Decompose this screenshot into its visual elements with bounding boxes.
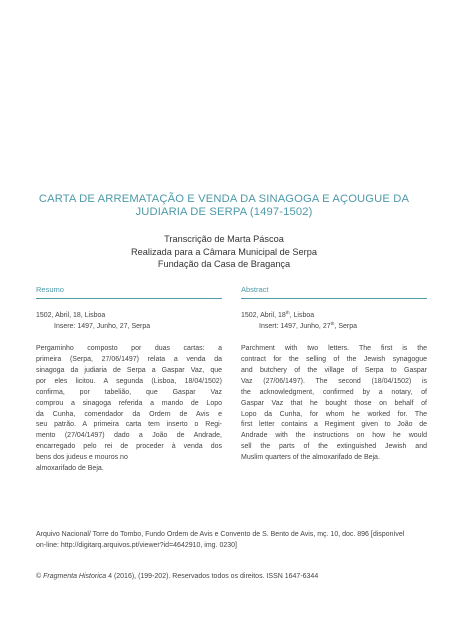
title-line-1: CARTA DE ARREMATAÇÃO E VENDA DA SINAGOGA E AÇOUGUE DA <box>38 193 410 205</box>
resumo-body-line: primeira (Serpa, 27/06/1497) relata a venda da <box>36 356 222 364</box>
abstract-insert-line <box>241 322 427 333</box>
resumo-heading: Resumo <box>36 285 64 294</box>
abstract-meta <box>241 311 427 332</box>
resumo-date-line: 1502, Abril, 18, Lisboa <box>36 312 106 319</box>
abstract-insert-date: Insert: 1497, Junho, 27 <box>259 322 331 330</box>
abstract-body-line: and butchery of the village of Serpa to Gaspar <box>241 366 427 374</box>
transcription-credit: Transcrição de Marta Páscoa <box>164 234 284 244</box>
abstract-body-line: Muslim quarters of the almoxarifado de Beja. <box>241 454 380 462</box>
resumo-body-line: almoxarifado de Beja. <box>36 464 104 472</box>
abstract-body-line: the acknowledgment, confirmed by a notary, of <box>241 388 427 396</box>
journal-name: Fragmenta Historica <box>43 573 107 580</box>
abstract-insert-sup: th <box>330 320 335 326</box>
foundation-credit: Fundação da Casa de Bragança <box>157 259 291 269</box>
commission-credit: Realizada para a Câmara Municipal de Serpa <box>131 246 317 257</box>
abstract-heading: Abstract <box>241 285 269 294</box>
resumo-body-line: Pergaminho composto por duas cartas: a <box>36 345 222 353</box>
resumo-body-line: da Cunha, comendador da Ordem de Avis e <box>36 410 222 418</box>
abstract-rule <box>241 298 427 299</box>
abstract-body-line: Lopo da Cunha, for whom he worked for. The <box>241 410 427 418</box>
abstract-body-line: Gaspar Vaz that he bought those on behalf of <box>241 399 427 407</box>
abstract-date: 1502, Abril, 18 <box>241 312 286 319</box>
resumo-body-line: sinagoga da judiaria de Serpa a Gaspar Vaz, que <box>36 366 222 374</box>
copyright-symbol: © <box>36 573 42 580</box>
resumo-body-line: seu patrão. A primeira carta tem inserto o Regi- <box>36 421 222 429</box>
footer-rest: 4 (2016), (199-202). Reservados todos os direitos. ISSN 1647-6344 <box>106 573 319 580</box>
abstract-body-line: sell the parts of the extinguished Jewish and <box>241 443 427 451</box>
article-title <box>28 193 420 219</box>
title-line-2: JUDIARIA DE SERPA (1497-1502) <box>135 206 313 218</box>
abstract-body-line: first letter contains a Regiment given to João de <box>241 421 427 429</box>
resumo-body-line: bens dos judeus e mouros no <box>36 454 128 462</box>
resumo-column <box>36 285 222 475</box>
resumo-body <box>36 344 222 475</box>
abstract-insert-place: , Serpa <box>334 322 358 330</box>
byline <box>28 233 420 271</box>
resumo-rule <box>36 298 222 299</box>
abstract-body-line: Andrade with the instructions on how he would <box>241 432 427 440</box>
resumo-meta <box>36 311 222 332</box>
abstract-date-sup: th <box>285 310 290 315</box>
abstract-body-line: contract for the selling of the Jewish synagogue <box>241 356 427 364</box>
resumo-body-line: encarregado pelo rei de proceder à venda dos <box>36 443 222 451</box>
resumo-body-line: confirma, por tabelião, que Gaspar Vaz <box>36 388 222 396</box>
archive-reference: Arquivo Nacional/ Torre do Tombo, Fundo Ordem de Avis e Convento de S. Bento de Avis, mç. 10, doc. 896 [disponível on-line: http://digitarq.arquivos.pt/viewer?id=4642910, img. 0230] <box>36 531 405 549</box>
resumo-body-line: mento (27/04/1497) dado a João de Andrade, <box>36 432 222 440</box>
resumo-body-line: por eles licitou. A segunda (Lisboa, 18/04/1502) <box>36 377 222 385</box>
abstract-column <box>241 285 427 464</box>
abstract-body <box>241 344 427 464</box>
abstract-body-line: Vaz (27/06/1497). The second (18/04/1502) is <box>241 377 427 385</box>
abstract-body-line: Parchment with two letters. The first is the <box>241 345 427 353</box>
abstract-date-place: , Lisboa <box>289 312 315 319</box>
resumo-insert-line: Insere: 1497, Junho, 27, Serpa <box>54 322 151 330</box>
footer-citation <box>36 572 416 582</box>
resumo-body-line: comprou a sinagoga referida a mando de Lopo <box>36 399 222 407</box>
